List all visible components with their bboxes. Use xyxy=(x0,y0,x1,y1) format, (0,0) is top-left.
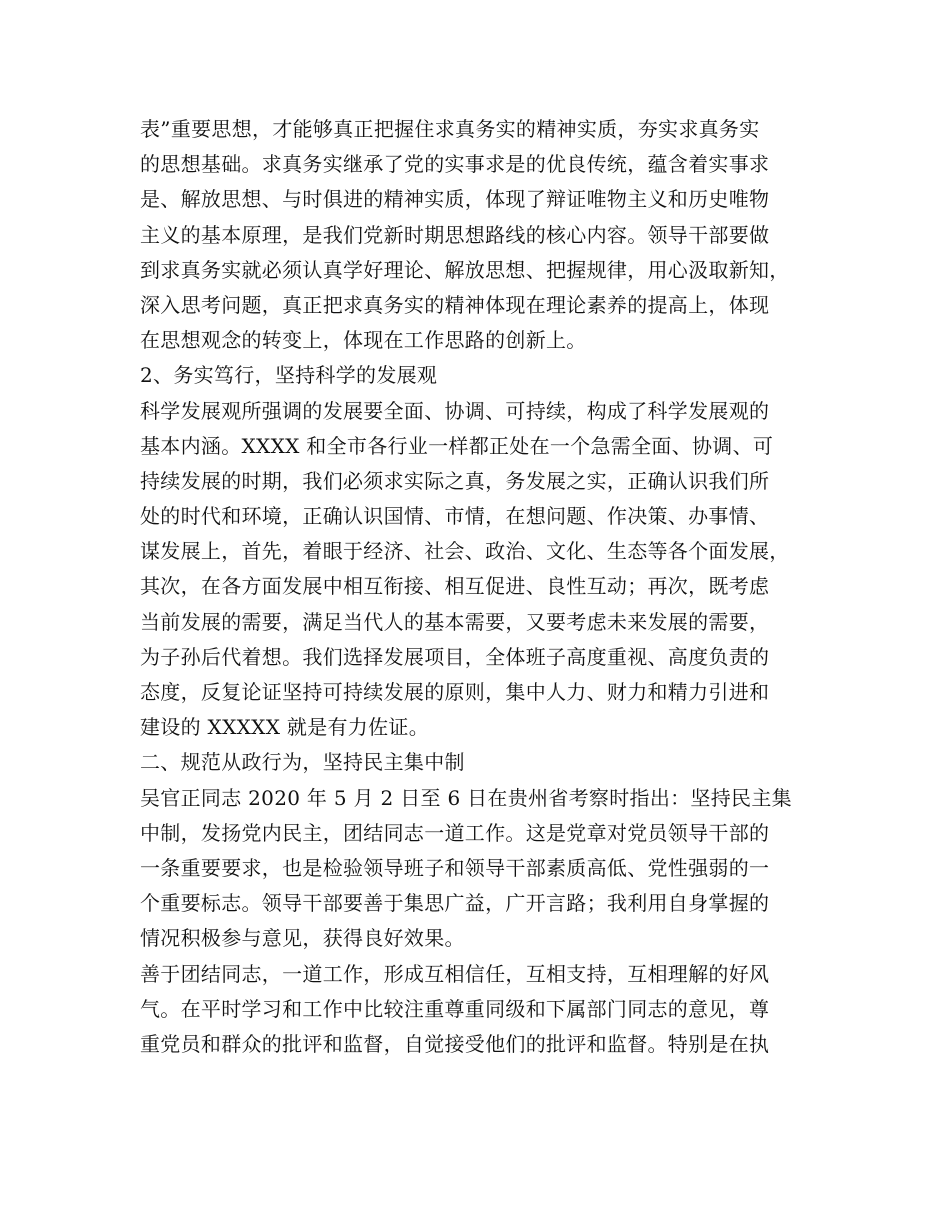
text-line: 持续发展的时期，我们必须求实际之真，务发展之实，正确认识我们所 xyxy=(140,468,770,493)
text-line: 为子孙后代着想。我们选择发展项目，全体班子高度重视、高度负责的 xyxy=(140,644,770,669)
text-line: 气。在平时学习和工作中比较注重尊重同级和下属部门同志的意见，尊 xyxy=(140,996,770,1021)
text-line: 态度，反复论证坚持可持续发展的原则，集中人力、财力和精力引进和 xyxy=(140,680,770,704)
text-line: 深入思考问题，真正把求真务实的精神体现在理论素养的提高上，体现 xyxy=(140,292,770,317)
text-line: 谋发展上，首先，着眼于经济、社会、政治、文化、生态等各个面发展， xyxy=(140,539,790,564)
section-heading: 2、务实笃行，坚持科学的发展观 xyxy=(140,363,438,388)
text-line: 基本内涵。XXXX 和全市各行业一样都正处在一个急需全面、协调、可 xyxy=(140,433,774,458)
text-line: 情况积极参与意见，获得良好效果。 xyxy=(140,926,465,951)
text-line: 主义的基本原理，是我们党新时期思想路线的核心内容。领导干部要做 xyxy=(140,222,770,247)
section-heading: 二、规范从政行为，坚持民主集中制 xyxy=(140,750,465,775)
text-line: 一条重要要求，也是检验领导班子和领导干部素质高低、党性强弱的一 xyxy=(140,855,770,880)
text-line: 的思想基础。求真务实继承了党的实事求是的优良传统，蕴含着实事求 xyxy=(140,152,770,177)
text-line: 在思想观念的转变上，体现在工作思路的创新上。 xyxy=(140,328,587,353)
text-line: 到求真务实就必须认真学好理论、解放思想、把握规律，用心汲取新知， xyxy=(140,257,790,282)
text-line: 吴官正同志 2020 年 5 月 2 日至 6 日在贵州省考察时指出：坚持民主集 xyxy=(140,785,792,810)
text-line: 处的时代和环境，正确认识国情、市情，在想问题、作决策、办事情、 xyxy=(140,504,770,529)
text-line: 科学发展观所强调的发展要全面、协调、可持续，构成了科学发展观的 xyxy=(140,398,770,423)
text-line: 当前发展的需要，满足当代人的基本需要，又要考虑未来发展的需要， xyxy=(140,609,770,634)
text-line: 建设的 XXXXX 就是有力佐证。 xyxy=(140,715,430,740)
document-body xyxy=(140,112,830,1062)
text-line: 善于团结同志，一道工作，形成互相信任，互相支持，互相理解的好风 xyxy=(140,961,770,986)
text-line: 个重要标志。领导干部要善于集思广益，广开言路；我利用自身掌握的 xyxy=(140,891,770,916)
text-line: 其次，在各方面发展中相互衔接、相互促进、良性互动；再次，既考虑 xyxy=(140,574,770,599)
text-line: 表”重要思想，才能够真正把握住求真务实的精神实质，夯实求真务实 xyxy=(140,117,760,141)
text-line: 中制，发扬党内民主，团结同志一道工作。这是党章对党员领导干部的 xyxy=(140,820,770,845)
text-line: 重党员和群众的批评和监督，自觉接受他们的批评和监督。特别是在执 xyxy=(140,1031,770,1056)
text-line: 是、解放思想、与时俱进的精神实质，体现了辩证唯物主义和历史唯物 xyxy=(140,187,770,212)
